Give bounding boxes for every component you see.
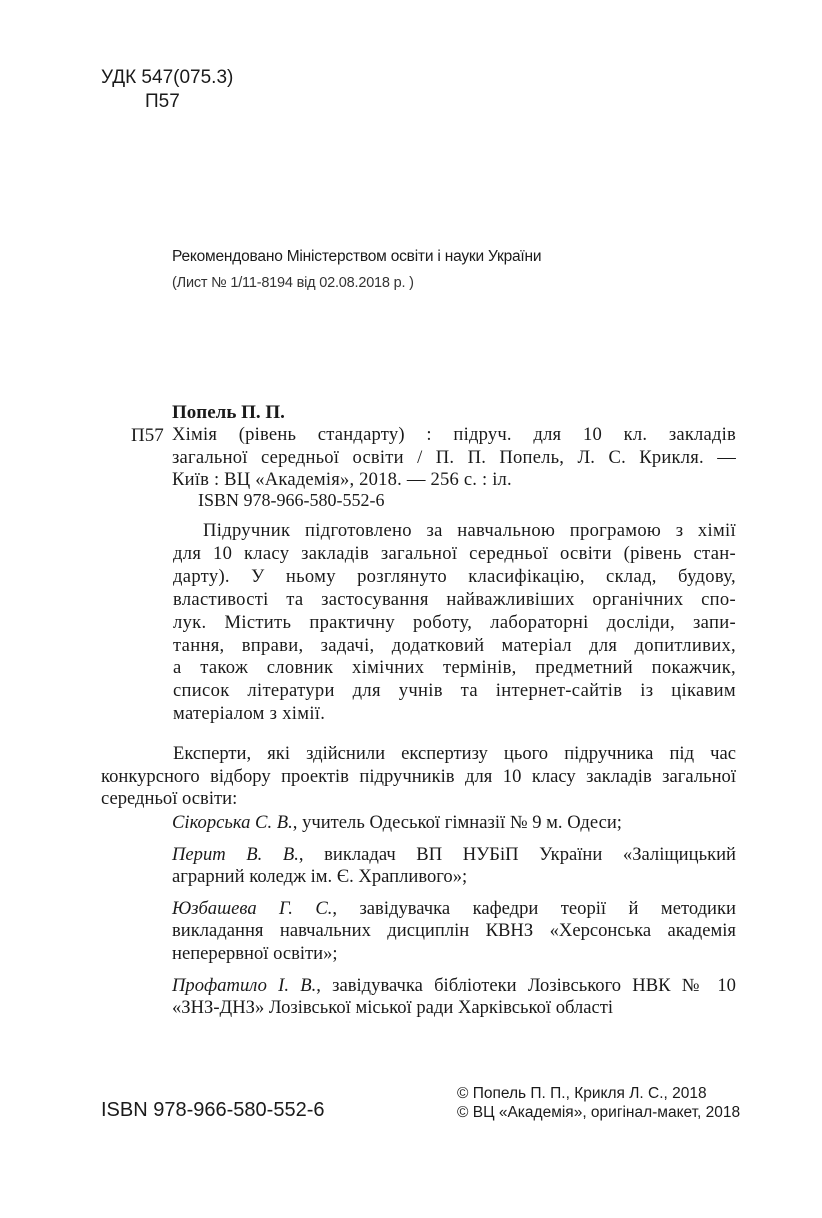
annotation-line: Підручник підготовлено за навчальною програмою з хімії — [203, 520, 736, 541]
expert-text: , учитель Одеської гімназії № 9 м. Одеси; — [292, 812, 622, 833]
experts-intro-line: Експерти, які здійснили експертизу цього підручника під час — [173, 743, 736, 764]
biblio-isbn: ISBN 978-966-580-552-6 — [198, 490, 385, 510]
expert-entry — [172, 898, 736, 966]
udk-block — [101, 66, 233, 114]
expert-text: , викладач ВП НУБіП України «Заліщицький — [298, 843, 737, 865]
bibliographic-record — [172, 424, 736, 492]
expert-text: викладання навчальних дисциплін КВНЗ «Херсонська академія — [172, 920, 736, 942]
expert-entry — [172, 812, 736, 835]
udk-code: УДК 547(075.3) — [101, 67, 234, 88]
expert-text: , завідувачка кафедри теорії й методики — [332, 897, 736, 919]
biblio-line: Київ : ВЦ «Академія», 2018. — 256 с. : іл. — [172, 469, 512, 490]
recommendation-title: Рекомендовано Міністерством освіти і науки України — [172, 248, 542, 265]
experts-intro — [101, 743, 736, 811]
expert-entry — [172, 975, 736, 1020]
experts-intro-line: конкурсного відбору проектів підручників для 10 класу закладів загальної — [101, 765, 736, 787]
expert-name: Юзбашева Г. С. — [172, 897, 333, 919]
expert-name: Сікорська С. В. — [172, 812, 293, 833]
experts-list — [172, 812, 736, 1029]
expert-name: Профатило І. В. — [172, 974, 317, 996]
expert-text: «ЗНЗ-ДНЗ» Лозівської міської ради Харківської області — [172, 997, 614, 1019]
annotation-line: список літератури для учнів та інтернет-сайтів із цікавим — [173, 680, 736, 702]
biblio-line: Хімія (рівень стандарту) : підруч. для 10 кл. закладів — [172, 424, 736, 445]
expert-text: аграрний коледж ім. Є. Храпливого»; — [172, 866, 468, 888]
annotation-line: тання, вправи, задачі, додатковий матеріал для допитливих, — [173, 634, 736, 656]
annotation — [173, 520, 736, 726]
annotation-line: матеріалом з хімії. — [173, 703, 326, 725]
recommendation-letter: (Лист № 1/11-8194 від 02.08.2018 р. ) — [172, 275, 414, 291]
shelf-mark: П57 — [131, 425, 164, 446]
copyright-block — [457, 1084, 740, 1122]
expert-name: Перит В. В. — [172, 843, 299, 865]
annotation-line: властивості та застосування найважливіших органічних спо- — [173, 588, 736, 610]
copyright-authors: © Попель П. П., Крикля Л. С., 2018 — [457, 1085, 707, 1102]
annotation-line: дарту). У ньому розглянуто класифікацію, склад, будову, — [173, 565, 736, 587]
annotation-line: для 10 класу закладів загальної середньої освіти (рівень стан- — [173, 542, 736, 564]
biblio-line: загальної середньої освіти / П. П. Попель, Л. С. Крикля. — — [172, 446, 736, 468]
expert-entry — [172, 844, 736, 889]
annotation-line: лук. Містить практичну роботу, лабораторні досліди, запи- — [173, 611, 736, 633]
copyright-publisher: © ВЦ «Академія», оригінал-макет, 2018 — [457, 1104, 741, 1121]
udk-index: П57 — [145, 91, 180, 112]
expert-text: неперервної освіти»; — [172, 942, 338, 964]
experts-intro-line: середньої освіти: — [101, 788, 238, 810]
footer-isbn: ISBN 978-966-580-552-6 — [101, 1099, 325, 1121]
annotation-line: а також словник хімічних термінів, предметний покажчик, — [173, 657, 736, 679]
expert-text: , завідувачка бібліотеки Лозівського НВК № 10 — [316, 974, 736, 996]
author-heading: Попель П. П. — [172, 402, 285, 423]
